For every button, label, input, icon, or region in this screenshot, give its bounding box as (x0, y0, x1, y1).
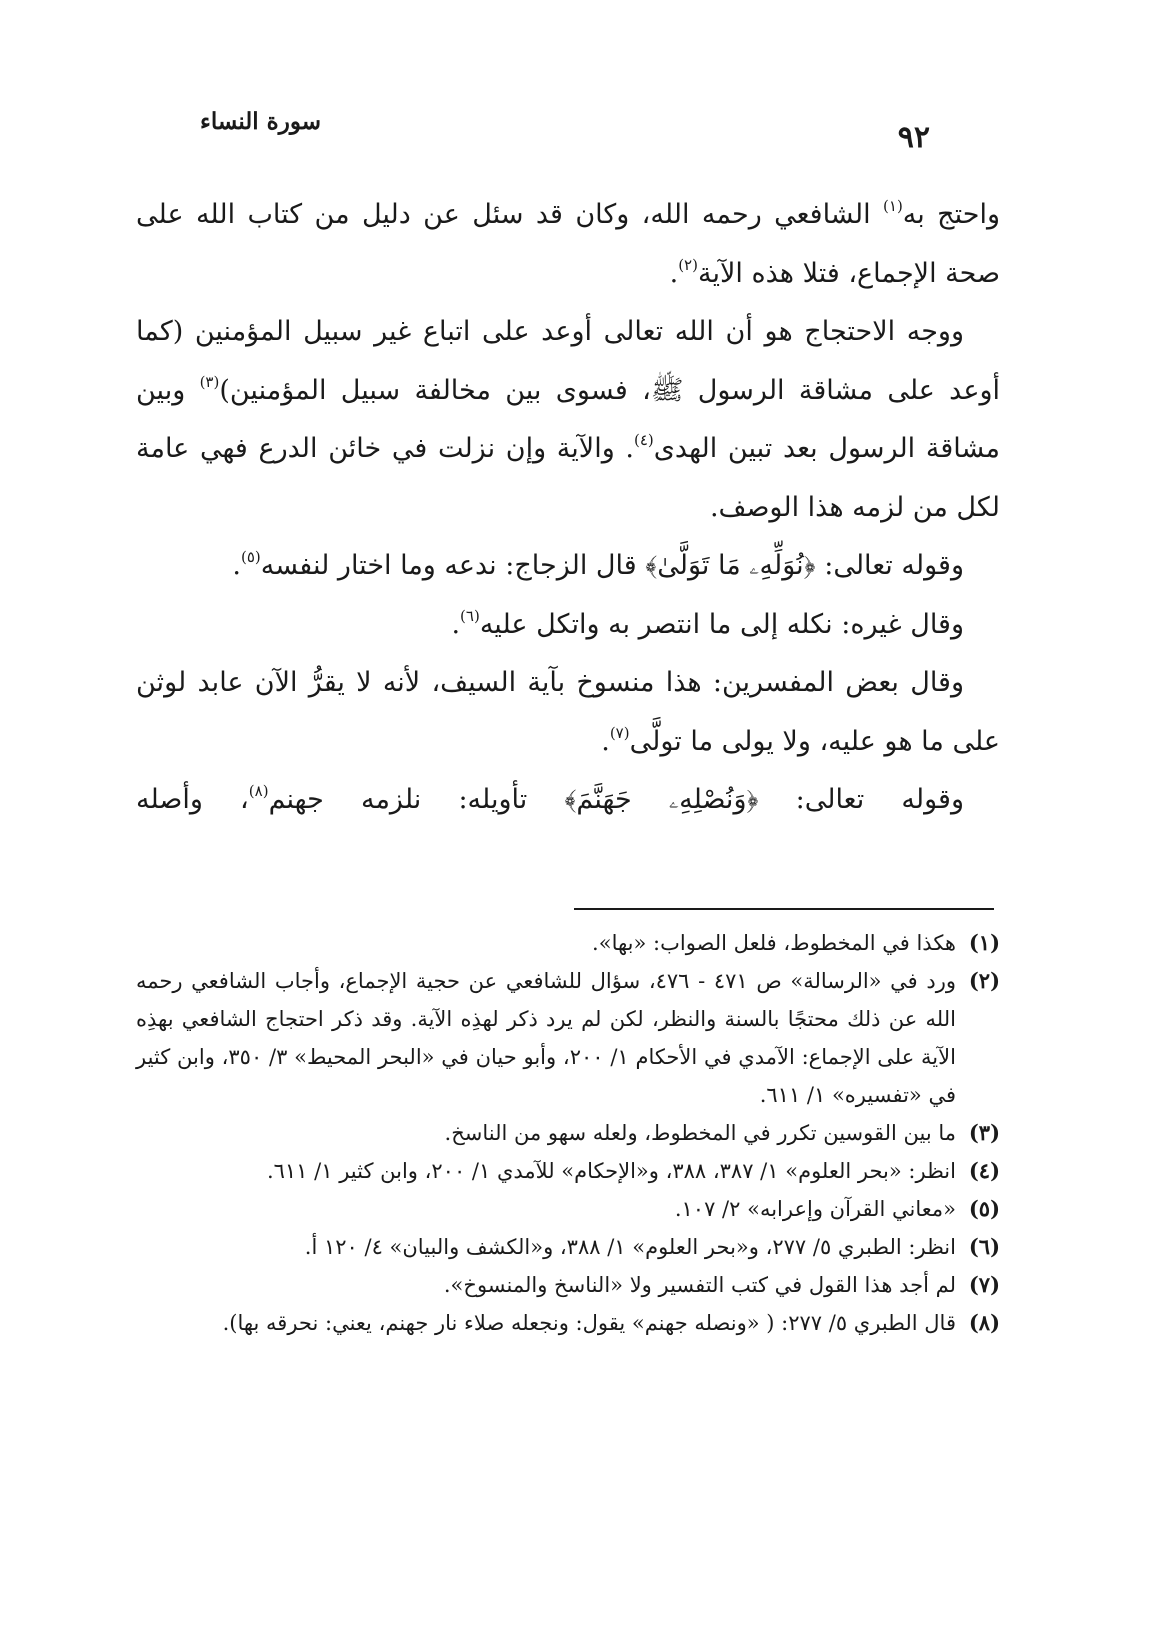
footnote-2 (136, 962, 1000, 1114)
text-run: الشافعي رحمه الله، وكان قد سئل عن دليل من كتاب الله على صحة الإجماع، فتلا هذه الآية (136, 199, 1000, 289)
footnote-number: (٥) (968, 1196, 1000, 1221)
footnote-ref: (٧) (609, 723, 630, 742)
footnote-text: «معاني القرآن وإعرابه» ٢/ ١٠٧. (674, 1197, 956, 1221)
footnote-text: لم أجد هذا القول في كتب التفسير ولا «الناسخ والمنسوخ». (443, 1273, 956, 1297)
page-number: ٩٢ (897, 120, 930, 155)
footnote-ref: (١) (883, 197, 903, 215)
text-run: . (669, 257, 679, 289)
text-run: وقال غيره: نكله إلى ما انتصر به واتكل عليه (479, 608, 964, 640)
footnote-number: (٣) (968, 1120, 1000, 1145)
paragraph-6 (136, 771, 1000, 830)
main-text (136, 186, 1000, 830)
footnote-ref: (٨) (248, 782, 269, 800)
footnote-ref: (٢) (678, 255, 698, 274)
paragraph-2 (136, 303, 1000, 537)
page-header (200, 108, 930, 168)
footnotes (136, 924, 1000, 1342)
footnote-text: هكذا في المخطوط، فلعل الصواب: «بها». (592, 931, 956, 955)
text-run: وقوله تعالى: ﴿نُوَلِّهِۦ مَا تَوَلَّىٰ﴾ قال الزجاج: ندعه وما اختار لنفسه (260, 550, 964, 581)
footnote-ref: (٣) (199, 372, 220, 391)
footnote-ref: (٥) (240, 548, 261, 566)
text-run: ووجه الاحتجاج هو أن الله تعالى أوعد على اتباع غير سبيل المؤمنين (كما أوعد على مشاقة الرسول ﷺ، فسوى بين مخالفة سبيل المؤمنين) (136, 316, 1000, 406)
footnote-number: (٢) (968, 968, 1000, 993)
footnote-7 (136, 1266, 1000, 1304)
footnote-number: (١) (968, 930, 1000, 955)
paragraph-3 (136, 537, 1000, 596)
footnote-text: ورد في «الرسالة» ص ٤٧١ - ٤٧٦، سؤال للشافعي عن حجية الإجماع، وأجاب الشافعي رحمه الله عن ذلك محتجًا بالسنة والنظر، لكن لم يرد ذكر لهذِه الآية. وقد ذكر احتجاج الشافعي بهذِه الآية على الإجماع: الآمدي في الأحكام ١/ ٢٠٠، وأبو حيان في «البحر المحيط» ٣/ ٣٥٠، وابن كثير في «تفسيره» ١/ ٦١١. (136, 969, 956, 1107)
footnote-text: انظر: الطبري ٥/ ٢٧٧، و«بحر العلوم» ١/ ٣٨٨، و«الكشف والبيان» ٤/ ١٢٠ أ. (304, 1235, 956, 1259)
footnote-6 (136, 1228, 1000, 1266)
text-run: وقوله تعالى: ﴿وَنُصْلِهِۦ جَهَنَّمَ﴾ تأويله: نلزمه جهنم (268, 784, 964, 815)
footnote-8 (136, 1304, 1000, 1342)
footnote-number: (٨) (968, 1310, 1000, 1335)
text-run: وبين مشاقة الرسول بعد تبين الهدى (136, 374, 1000, 464)
text-run: وقال بعض المفسرين: هذا منسوخ بآية السيف، لأنه لا يقرُّ الآن عابد لوثن على ما هو عليه، ولا يولى ما تولَّى (136, 667, 1000, 757)
text-run: . (601, 725, 610, 757)
footnote-5 (136, 1190, 1000, 1228)
footnote-text: انظر: «بحر العلوم» ١/ ٣٨٧، ٣٨٨، و«الإحكام» للآمدي ١/ ٢٠٠، وابن كثير ١/ ٦١١. (266, 1159, 956, 1183)
footnote-3 (136, 1114, 1000, 1152)
footnote-divider (574, 908, 994, 910)
text-run: . (451, 608, 461, 640)
footnote-text: ما بين القوسين تكرر في المخطوط، ولعله سهو من الناسخ. (444, 1121, 956, 1145)
footnote-1 (136, 924, 1000, 962)
text-run: . (232, 550, 241, 581)
footnote-ref: (٤) (634, 431, 654, 449)
running-title: سورة النساء (200, 108, 321, 135)
text-run: ، وأصله (136, 784, 249, 815)
footnote-4 (136, 1152, 1000, 1190)
paragraph-4 (136, 596, 1000, 655)
text-run: . والآية وإن نزلت في خائن الدرع فهي عامة لكل من لزمه هذا الوصف. (136, 433, 1000, 523)
text-run: واحتج به (902, 199, 1000, 230)
footnote-number: (٦) (968, 1234, 1000, 1259)
paragraph-5 (136, 654, 1000, 771)
footnote-ref: (٦) (460, 606, 480, 625)
footnote-text: قال الطبري ٥/ ٢٧٧: ( «ونصله جهنم» يقول: ونجعله صلاء نار جهنم، يعني: نحرقه بها). (222, 1311, 956, 1335)
paragraph-1 (136, 186, 1000, 303)
footnote-number: (٧) (968, 1272, 1000, 1297)
footnote-number: (٤) (968, 1158, 1000, 1183)
